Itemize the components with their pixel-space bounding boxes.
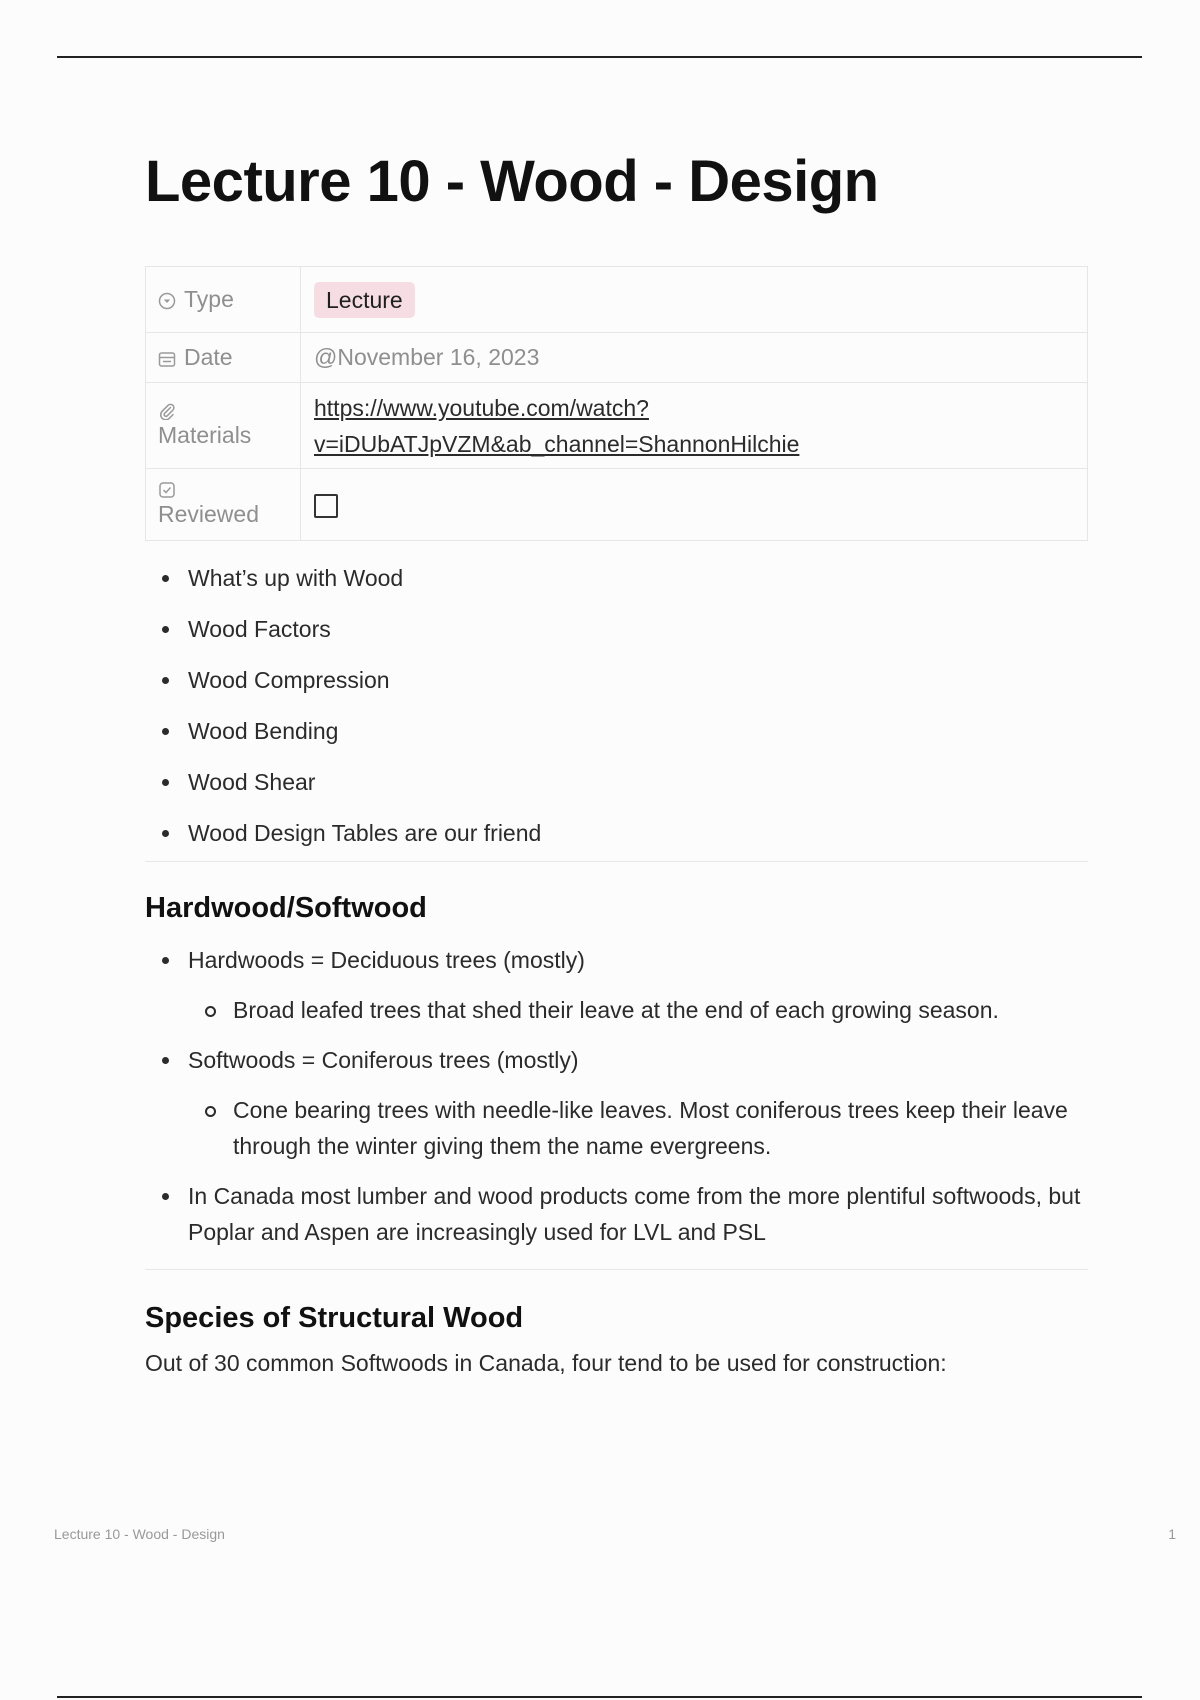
materials-link-line2[interactable]: v=iDUbATJpVZM&ab_channel=ShannonHilchie bbox=[314, 430, 800, 457]
sub-list bbox=[188, 992, 1090, 1028]
sub-list bbox=[188, 1092, 1090, 1164]
list-item: Wood Shear bbox=[160, 757, 541, 808]
property-label: Reviewed bbox=[158, 501, 259, 527]
property-name-materials bbox=[146, 383, 301, 469]
list-item-text: Hardwoods = Deciduous trees (mostly) bbox=[188, 947, 585, 973]
property-label: Date bbox=[184, 344, 233, 370]
checkbox-icon bbox=[158, 481, 288, 499]
property-value-type[interactable] bbox=[301, 267, 1088, 333]
top-rule bbox=[57, 56, 1142, 58]
property-name-reviewed bbox=[146, 469, 301, 541]
sub-list-item: Broad leafed trees that shed their leave at the end of each growing season. bbox=[203, 992, 1090, 1028]
page-number: 1 bbox=[1168, 1526, 1176, 1542]
divider bbox=[145, 861, 1088, 862]
property-row-reviewed bbox=[146, 469, 1088, 541]
list-item bbox=[160, 942, 1090, 1028]
species-paragraph: Out of 30 common Softwoods in Canada, four tend to be used for construction: bbox=[145, 1350, 947, 1376]
divider bbox=[145, 1269, 1088, 1270]
materials-link[interactable] bbox=[314, 390, 1074, 462]
list-item bbox=[160, 1042, 1090, 1164]
bottom-rule bbox=[57, 1696, 1142, 1698]
property-row-type bbox=[146, 267, 1088, 333]
section-heading-hardwood: Hardwood/Softwood bbox=[145, 892, 427, 924]
select-icon bbox=[158, 292, 176, 310]
list-item-text: Softwoods = Coniferous trees (mostly) bbox=[188, 1047, 579, 1073]
materials-link-line1[interactable]: https://www.youtube.com/watch? bbox=[314, 394, 649, 421]
sub-list-item: Cone bearing trees with needle-like leaves. Most coniferous trees keep their leave through the winter giving them the name evergreens. bbox=[203, 1092, 1090, 1164]
date-value[interactable]: @November 16, 2023 bbox=[314, 344, 540, 370]
property-name-type bbox=[146, 267, 301, 333]
property-row-materials bbox=[146, 383, 1088, 469]
paperclip-icon bbox=[158, 402, 288, 420]
page-title: Lecture 10 - Wood - Design bbox=[145, 149, 879, 214]
list-item: Wood Compression bbox=[160, 655, 541, 706]
list-item: Wood Design Tables are our friend bbox=[160, 808, 541, 859]
hardwood-list bbox=[160, 942, 1090, 1250]
properties-table bbox=[145, 266, 1088, 541]
list-item: Wood Factors bbox=[160, 604, 541, 655]
property-value-date[interactable] bbox=[301, 333, 1088, 383]
property-name-date bbox=[146, 333, 301, 383]
property-label: Type bbox=[184, 286, 234, 312]
list-item: In Canada most lumber and wood products come from the more plentiful softwoods, but Poplar and Aspen are increasingly used for LVL and PSL bbox=[160, 1178, 1090, 1250]
list-item: Wood Bending bbox=[160, 706, 541, 757]
section-heading-species: Species of Structural Wood bbox=[145, 1302, 524, 1334]
property-label: Materials bbox=[158, 422, 252, 448]
reviewed-checkbox[interactable] bbox=[314, 494, 338, 518]
property-value-materials bbox=[301, 383, 1088, 469]
topics-list bbox=[160, 553, 541, 859]
footer-title: Lecture 10 - Wood - Design bbox=[54, 1526, 225, 1542]
calendar-icon bbox=[158, 350, 176, 368]
property-value-reviewed bbox=[301, 469, 1088, 541]
list-item: What’s up with Wood bbox=[160, 553, 541, 604]
property-row-date bbox=[146, 333, 1088, 383]
type-tag[interactable]: Lecture bbox=[314, 282, 415, 318]
